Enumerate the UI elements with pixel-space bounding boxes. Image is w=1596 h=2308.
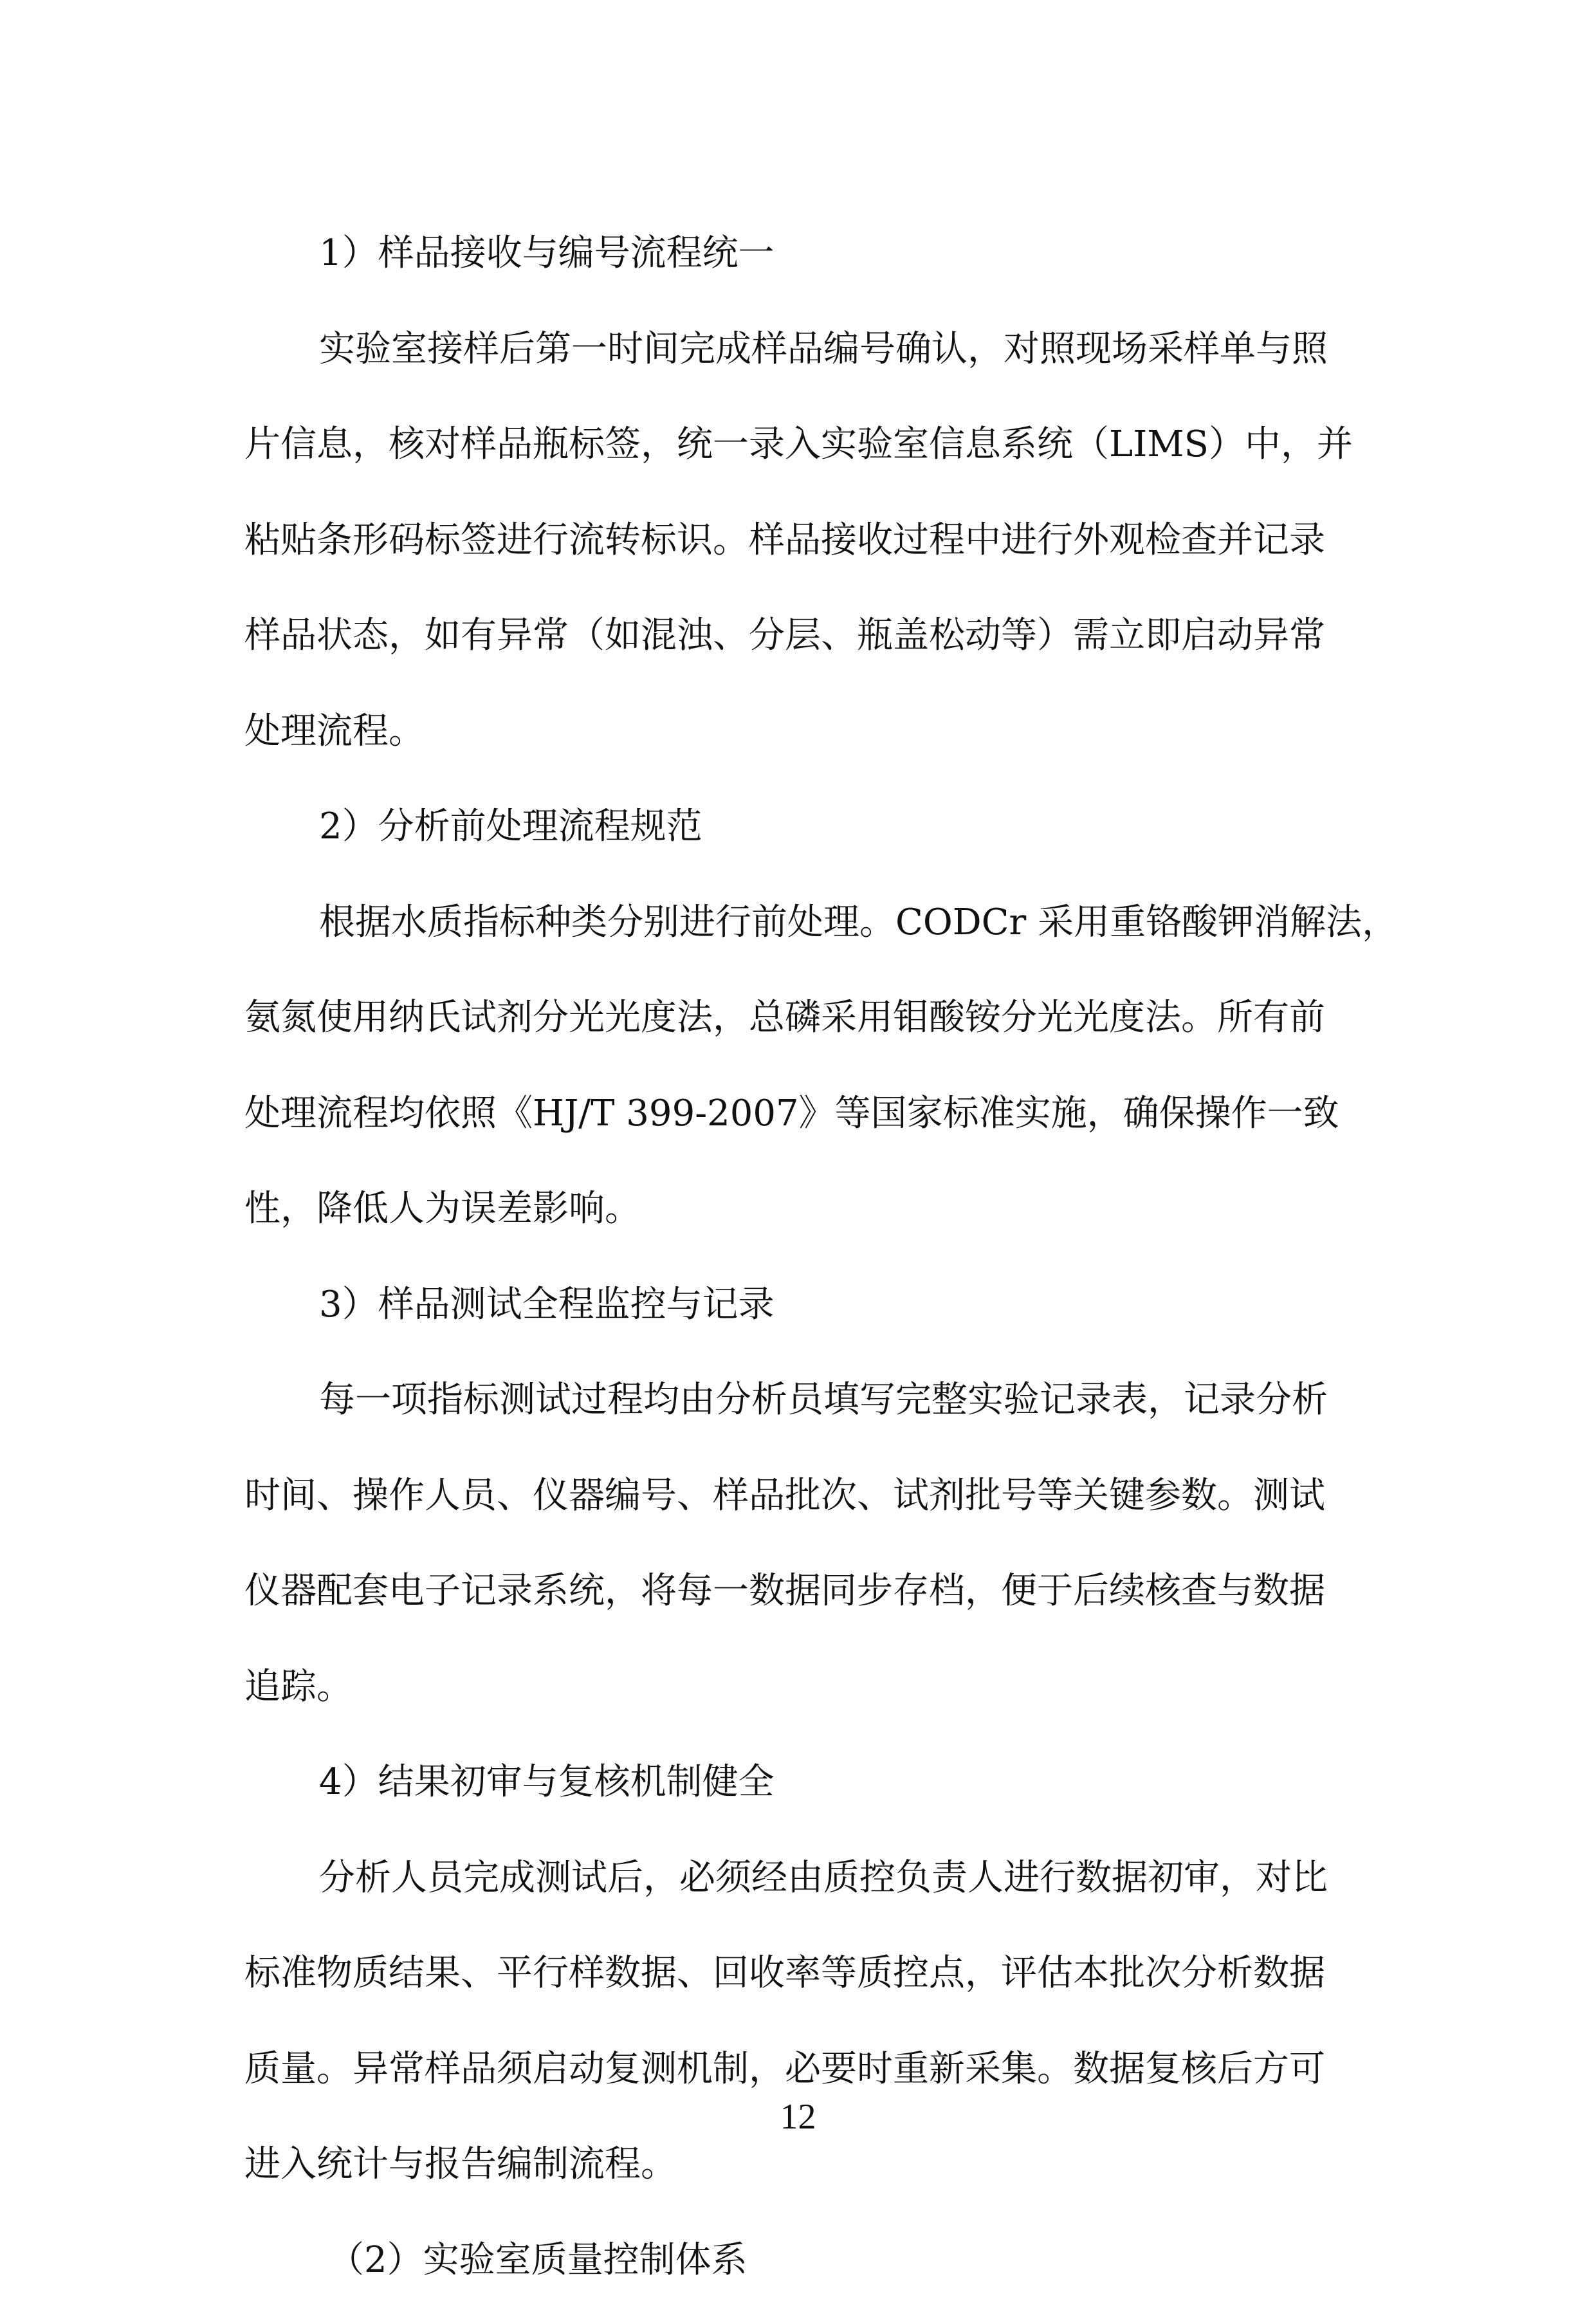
paragraph-line: 质量。异常样品须启动复测机制，必要时重新采集。数据复核后方可	[244, 2022, 1364, 2118]
paragraph-line: 实验室接样后第一时间完成样品编号确认，对照现场采样单与照	[244, 302, 1364, 398]
heading-result-review: 4）结果初审与复核机制健全	[244, 1735, 1364, 1831]
paragraph-line: 粘贴条形码标签进行流转标识。样品接收过程中进行外观检查并记录	[244, 493, 1364, 589]
paragraph-line: 性，降低人为误差影响。	[244, 1161, 1364, 1257]
page-number: 12	[0, 2091, 1596, 2143]
paragraph-line: 样品状态，如有异常（如混浊、分层、瓶盖松动等）需立即启动异常	[244, 588, 1364, 684]
paragraph-line: 根据水质指标种类分别进行前处理。CODCr 采用重铬酸钾消解法，	[244, 875, 1364, 971]
heading-sample-receipt: 1）样品接收与编号流程统一	[244, 206, 1364, 302]
paragraph-line: 片信息，核对样品瓶标签，统一录入实验室信息系统（LIMS）中，并	[244, 397, 1364, 493]
paragraph-line: 进入统计与报告编制流程。	[244, 2117, 1364, 2213]
document-body	[244, 206, 1364, 2308]
paragraph-line: 追踪。	[244, 1639, 1364, 1735]
heading-testing-monitoring: 3）样品测试全程监控与记录	[244, 1257, 1364, 1353]
paragraph-line: 处理流程均依照《HJ/T 399-2007》等国家标准实施，确保操作一致	[244, 1066, 1364, 1162]
paragraph-line: 仪器配套电子记录系统，将每一数据同步存档，便于后续核查与数据	[244, 1544, 1364, 1639]
subsection-heading-quality-control: （2）实验室质量控制体系	[244, 2213, 1364, 2308]
paragraph-line: 时间、操作人员、仪器编号、样品批次、试剂批号等关键参数。测试	[244, 1448, 1364, 1544]
paragraph-line: 标准物质结果、平行样数据、回收率等质控点，评估本批次分析数据	[244, 1926, 1364, 2022]
paragraph-line: 处理流程。	[244, 684, 1364, 780]
paragraph-line: 分析人员完成测试后，必须经由质控负责人进行数据初审，对比	[244, 1831, 1364, 1926]
heading-pretreatment: 2）分析前处理流程规范	[244, 779, 1364, 875]
paragraph-line: 氨氮使用纳氏试剂分光光度法，总磷采用钼酸铵分光光度法。所有前	[244, 970, 1364, 1066]
paragraph-line: 每一项指标测试过程均由分析员填写完整实验记录表，记录分析	[244, 1352, 1364, 1448]
